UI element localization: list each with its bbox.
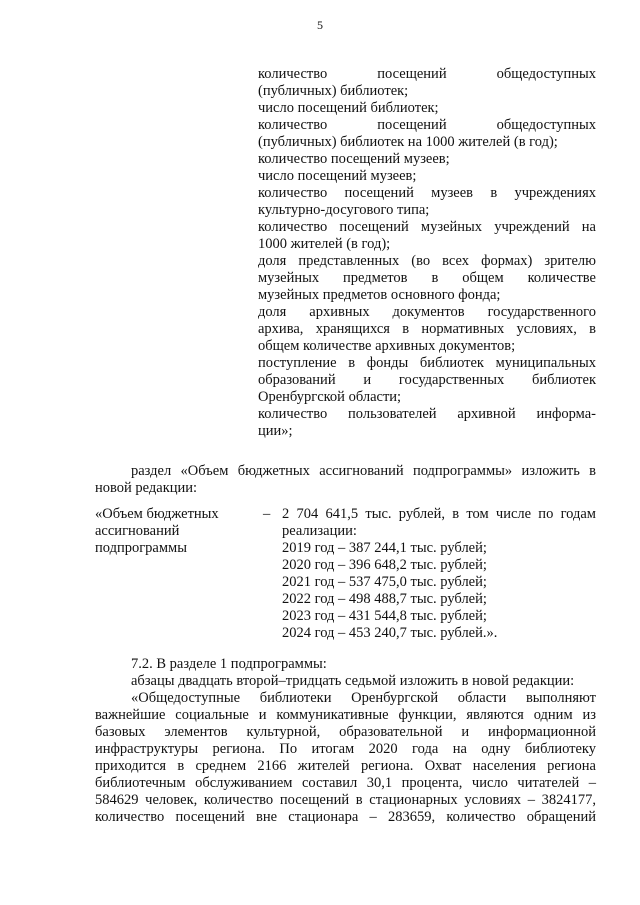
budget-year: 2019 год – 387 244,1 тыс. рублей;	[282, 540, 487, 556]
quote-line: «Общедоступные библиотеки Оренбургской области выполняют	[131, 690, 596, 706]
indicator-line: количество посещений музеев в учреждениях	[258, 185, 596, 201]
section-7-2	[95, 656, 596, 690]
quote-line: количество посещений вне стационара – 283659, количество обращений	[95, 809, 596, 825]
indicator-line: поступление в фонды библиотек муниципальных	[258, 355, 596, 371]
indicator-line: доля архивных документов государственного	[258, 304, 596, 320]
quote-line: базовых элементов культурной, образовательной и информационной	[95, 724, 596, 740]
indicator-line: архива, хранящихся в нормативных условиях, в	[258, 321, 596, 337]
section-intro	[95, 463, 596, 497]
budget-year: 2023 год – 431 544,8 тыс. рублей;	[282, 608, 487, 624]
paragraphs-instruction: абзацы двадцать второй–тридцать седьмой изложить в новой редакции:	[131, 673, 575, 689]
quote-line: приходится в среднем 2166 жителей региона. Охват населения региона	[95, 758, 596, 774]
indicator-line: музейных предметов в общем количестве	[258, 270, 596, 286]
indicator-line: количество пользователей архивной информа-	[258, 406, 596, 422]
quoted-paragraph	[95, 690, 596, 826]
section-intro-line: раздел «Объем бюджетных ассигнований подпрограммы» изложить в	[131, 463, 596, 479]
budget-total-cont: реализации:	[282, 523, 357, 539]
budget-label-line: «Объем бюджетных	[95, 506, 219, 522]
indicator-line: число посещений музеев;	[258, 168, 417, 184]
indicator-line: число посещений библиотек;	[258, 100, 439, 116]
budget-total: 2 704 641,5 тыс. рублей, в том числе по годам	[282, 506, 596, 522]
indicator-line: количество посещений общедоступных	[258, 66, 596, 82]
indicator-line: 1000 жителей (в год);	[258, 236, 391, 252]
budget-label	[95, 506, 245, 557]
budget-dash: –	[263, 506, 271, 522]
quote-line: библиотечным обслуживанием составил 30,1 процента, число читателей –	[95, 775, 596, 791]
indicator-line: общем количестве архивных документов;	[258, 338, 516, 354]
indicator-line: доля представленных (во всех формах) зрителю	[258, 253, 596, 269]
budget-year: 2022 год – 498 488,7 тыс. рублей;	[282, 591, 487, 607]
indicator-line: (публичных) библиотек на 1000 жителей (в год);	[258, 134, 558, 150]
budget-body	[282, 506, 596, 642]
budget-year: 2020 год – 396 648,2 тыс. рублей;	[282, 557, 487, 573]
budget-year: 2021 год – 537 475,0 тыс. рублей;	[282, 574, 487, 590]
section-heading: 7.2. В разделе 1 подпрограммы:	[131, 656, 327, 672]
budget-year: 2024 год – 453 240,7 тыс. рублей.».	[282, 625, 498, 641]
indicator-list	[258, 66, 596, 440]
indicator-line: ции»;	[258, 423, 293, 439]
section-intro-line: новой редакции:	[95, 480, 198, 496]
indicator-line: количество посещений музейных учреждений на	[258, 219, 596, 235]
indicator-line: (публичных) библиотек;	[258, 83, 409, 99]
quote-line: инфраструктуры региона. По итогам 2020 года на одну библиотеку	[95, 741, 596, 757]
indicator-line: культурно-досугового типа;	[258, 202, 430, 218]
quote-line: важнейшие социальные и коммуникативные функции, являются одним из	[95, 707, 596, 723]
indicator-line: Оренбургской области;	[258, 389, 402, 405]
indicator-line: образований и государственных библиотек	[258, 372, 596, 388]
page-number: 5	[317, 18, 323, 32]
quote-line: 584629 человек, количество посещений в стационарных условиях – 3824177,	[95, 792, 596, 808]
budget-label-line: ассигнований	[95, 523, 180, 539]
indicator-line: количество посещений общедоступных	[258, 117, 596, 133]
indicator-line: количество посещений музеев;	[258, 151, 450, 167]
budget-label-line: подпрограммы	[95, 540, 187, 556]
indicator-line: музейных предметов основного фонда;	[258, 287, 501, 303]
